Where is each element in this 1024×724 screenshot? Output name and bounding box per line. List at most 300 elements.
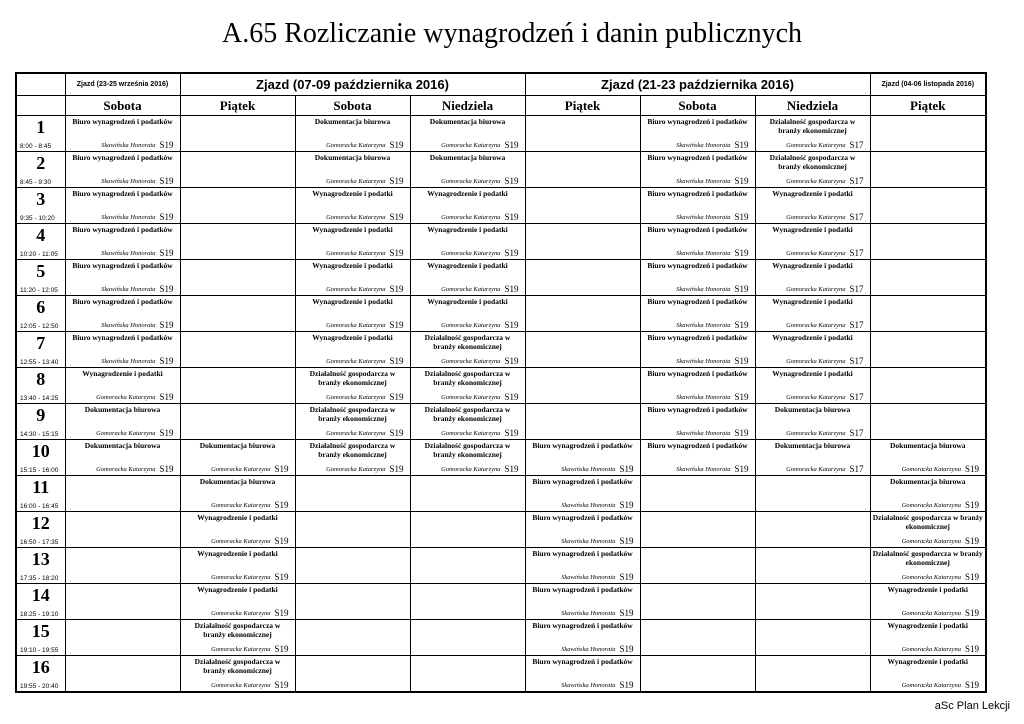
empty-cell	[295, 656, 410, 693]
period-row	[16, 152, 986, 188]
lesson-teacher: Skawińska Honorata	[561, 682, 616, 689]
period-cell	[16, 656, 65, 693]
lesson-room: S19	[389, 212, 404, 222]
period-cell	[16, 260, 65, 296]
lesson-subject: Dokumentacja biurowa	[199, 477, 276, 486]
period-time: 9:35 - 10:20	[20, 215, 55, 222]
lesson-subject: Wynagrodzenie i podatki	[312, 261, 393, 270]
period-row	[16, 512, 986, 548]
lesson-cell	[525, 620, 640, 656]
lesson-teacher: Skawińska Honorata	[676, 250, 731, 257]
lesson-teacher: Skawińska Honorata	[676, 286, 731, 293]
empty-cell	[525, 404, 640, 440]
lesson-subject: Działalność gospodarcza w branży ekonomicznej	[309, 369, 396, 387]
empty-cell	[180, 404, 295, 440]
day-header: Sobota	[640, 96, 755, 116]
lesson-teacher: Gomoracka Katarzyna	[326, 466, 386, 473]
lesson-room: S19	[504, 356, 519, 366]
lesson-teacher: Gomoracka Katarzyna	[786, 214, 846, 221]
lesson-subject: Biuro wynagrodzeń i podatków	[532, 657, 633, 666]
period-cell	[16, 476, 65, 512]
lesson-room: S19	[159, 176, 174, 186]
lesson-subject: Dokumentacja biurowa	[774, 405, 851, 414]
lesson-cell	[640, 404, 755, 440]
period-row	[16, 656, 986, 693]
lesson-subject: Działalność gospodarcza w branży ekonomicznej	[769, 153, 856, 171]
lesson-cell	[65, 404, 180, 440]
lesson-cell	[525, 584, 640, 620]
lesson-room: S17	[849, 248, 864, 258]
lesson-subject: Wynagrodzenie i podatki	[772, 225, 853, 234]
lesson-cell	[295, 332, 410, 368]
lesson-cell	[180, 476, 295, 512]
lesson-cell	[755, 188, 870, 224]
lesson-cell	[525, 656, 640, 693]
lesson-room: S19	[619, 644, 634, 654]
empty-cell	[180, 224, 295, 260]
lesson-subject: Wynagrodzenie i podatki	[427, 189, 508, 198]
lesson-subject: Dokumentacja biurowa	[774, 441, 851, 450]
lesson-subject: Wynagrodzenie i podatki	[772, 333, 853, 342]
lesson-teacher: Gomoracka Katarzyna	[786, 466, 846, 473]
empty-cell	[640, 620, 755, 656]
lesson-subject: Biuro wynagrodzeń i podatków	[647, 153, 748, 162]
lesson-subject: Wynagrodzenie i podatki	[887, 621, 968, 630]
lesson-cell	[65, 440, 180, 476]
lesson-subject: Wynagrodzenie i podatki	[772, 189, 853, 198]
empty-cell	[870, 260, 986, 296]
empty-cell	[525, 332, 640, 368]
lesson-room: S17	[849, 140, 864, 150]
lesson-teacher: Skawińska Honorata	[676, 466, 731, 473]
empty-cell	[640, 476, 755, 512]
lesson-subject: Biuro wynagrodzeń i podatków	[532, 585, 633, 594]
lesson-room: S17	[849, 464, 864, 474]
lesson-cell	[755, 152, 870, 188]
lesson-subject: Wynagrodzenie i podatki	[312, 297, 393, 306]
empty-cell	[180, 368, 295, 404]
lesson-teacher: Skawińska Honorata	[101, 214, 156, 221]
lesson-cell	[755, 296, 870, 332]
lesson-teacher: Gomoracka Katarzyna	[211, 574, 271, 581]
lesson-cell	[525, 548, 640, 584]
lesson-room: S19	[504, 284, 519, 294]
period-row	[16, 368, 986, 404]
empty-cell	[410, 584, 525, 620]
lesson-room: S19	[274, 680, 289, 690]
lesson-subject: Biuro wynagrodzeń i podatków	[647, 297, 748, 306]
lesson-cell	[180, 584, 295, 620]
zjazd-header: Zjazd (04-06 listopada 2016)	[870, 73, 986, 96]
lesson-room: S19	[504, 176, 519, 186]
lesson-teacher: Gomoracka Katarzyna	[901, 502, 961, 509]
zjazd-header: Zjazd (07-09 października 2016)	[180, 73, 525, 96]
period-cell	[16, 440, 65, 476]
empty-cell	[755, 620, 870, 656]
lesson-teacher: Gomoracka Katarzyna	[901, 610, 961, 617]
lesson-room: S19	[619, 500, 634, 510]
lesson-cell	[410, 152, 525, 188]
lesson-subject: Działalność gospodarcza w branży ekonomicznej	[769, 117, 856, 135]
empty-cell	[870, 368, 986, 404]
lesson-subject: Dokumentacja biurowa	[429, 153, 506, 162]
empty-cell	[640, 584, 755, 620]
empty-cell	[870, 188, 986, 224]
lesson-teacher: Skawińska Honorata	[676, 214, 731, 221]
lesson-room: S19	[504, 212, 519, 222]
lesson-teacher: Skawińska Honorata	[101, 250, 156, 257]
lesson-room: S19	[274, 572, 289, 582]
empty-cell	[295, 620, 410, 656]
lesson-room: S19	[389, 248, 404, 258]
lesson-subject: Działalność gospodarcza w branży ekonomicznej	[424, 405, 511, 423]
lesson-room: S19	[964, 644, 979, 654]
empty-cell	[870, 224, 986, 260]
lesson-subject: Biuro wynagrodzeń i podatków	[72, 225, 173, 234]
period-number: 13	[31, 549, 50, 569]
lesson-teacher: Gomoracka Katarzyna	[441, 358, 501, 365]
lesson-subject: Biuro wynagrodzeń i podatków	[647, 261, 748, 270]
lesson-cell	[410, 440, 525, 476]
lesson-teacher: Gomoracka Katarzyna	[211, 538, 271, 545]
lesson-room: S19	[619, 572, 634, 582]
lesson-room: S19	[734, 356, 749, 366]
period-time: 19:55 - 20:40	[20, 683, 59, 690]
lesson-teacher: Gomoracka Katarzyna	[901, 466, 961, 473]
empty-cell	[410, 620, 525, 656]
lesson-cell	[65, 260, 180, 296]
day-header: Sobota	[295, 96, 410, 116]
lesson-room: S19	[504, 320, 519, 330]
empty-cell	[180, 188, 295, 224]
period-cell	[16, 332, 65, 368]
lesson-teacher: Gomoracka Katarzyna	[901, 574, 961, 581]
empty-cell	[410, 656, 525, 693]
period-cell	[16, 368, 65, 404]
empty-cell	[410, 548, 525, 584]
period-time: 18:25 - 19:10	[20, 611, 59, 618]
empty-cell	[410, 476, 525, 512]
period-number: 15	[31, 621, 50, 641]
lesson-cell	[755, 404, 870, 440]
lesson-teacher: Gomoracka Katarzyna	[901, 538, 961, 545]
period-number: 2	[36, 153, 46, 173]
lesson-cell	[65, 224, 180, 260]
lesson-teacher: Gomoracka Katarzyna	[441, 250, 501, 257]
empty-cell	[295, 584, 410, 620]
lesson-cell	[755, 368, 870, 404]
period-time: 8:45 - 9:30	[20, 179, 52, 186]
lesson-teacher: Gomoracka Katarzyna	[441, 394, 501, 401]
lesson-subject: Dokumentacja biurowa	[429, 117, 506, 126]
lesson-cell	[180, 548, 295, 584]
lesson-teacher: Gomoracka Katarzyna	[326, 250, 386, 257]
period-row	[16, 620, 986, 656]
lesson-teacher: Skawińska Honorata	[101, 142, 156, 149]
lesson-room: S19	[734, 176, 749, 186]
lesson-teacher: Skawińska Honorata	[561, 610, 616, 617]
lesson-teacher: Gomoracka Katarzyna	[326, 178, 386, 185]
lesson-teacher: Gomoracka Katarzyna	[211, 466, 271, 473]
lesson-subject: Działalność gospodarcza w branży ekonomicznej	[309, 441, 396, 459]
period-cell	[16, 188, 65, 224]
lesson-teacher: Gomoracka Katarzyna	[326, 394, 386, 401]
period-time: 12:05 - 12:50	[20, 323, 59, 330]
lesson-cell	[640, 296, 755, 332]
lesson-teacher: Gomoracka Katarzyna	[786, 430, 846, 437]
lesson-teacher: Skawińska Honorata	[561, 502, 616, 509]
lesson-cell	[640, 224, 755, 260]
lesson-room: S17	[849, 176, 864, 186]
lesson-teacher: Gomoracka Katarzyna	[326, 322, 386, 329]
period-cell	[16, 584, 65, 620]
lesson-cell	[410, 188, 525, 224]
empty-cell	[755, 584, 870, 620]
lesson-room: S19	[159, 212, 174, 222]
empty-cell	[65, 620, 180, 656]
lesson-room: S19	[734, 428, 749, 438]
lesson-subject: Wynagrodzenie i podatki	[427, 225, 508, 234]
lesson-teacher: Gomoracka Katarzyna	[96, 430, 156, 437]
lesson-cell	[65, 368, 180, 404]
lesson-teacher: Skawińska Honorata	[676, 142, 731, 149]
lesson-room: S19	[159, 248, 174, 258]
empty-cell	[870, 296, 986, 332]
lesson-room: S17	[849, 356, 864, 366]
period-row	[16, 548, 986, 584]
lesson-subject: Wynagrodzenie i podatki	[312, 189, 393, 198]
lesson-teacher: Skawińska Honorata	[676, 322, 731, 329]
period-time: 8:00 - 8:45	[20, 143, 52, 150]
period-cell	[16, 296, 65, 332]
lesson-subject: Biuro wynagrodzeń i podatków	[72, 261, 173, 270]
lesson-subject: Wynagrodzenie i podatki	[772, 369, 853, 378]
lesson-cell	[410, 260, 525, 296]
empty-cell	[870, 404, 986, 440]
lesson-room: S19	[389, 320, 404, 330]
empty-cell	[755, 656, 870, 693]
period-number: 6	[36, 297, 46, 317]
lesson-teacher: Skawińska Honorata	[561, 466, 616, 473]
lesson-cell	[65, 116, 180, 152]
lesson-teacher: Gomoracka Katarzyna	[326, 286, 386, 293]
period-number: 14	[31, 585, 50, 605]
period-row	[16, 332, 986, 368]
period-cell	[16, 404, 65, 440]
lesson-cell	[870, 512, 986, 548]
day-header: Piątek	[180, 96, 295, 116]
lesson-cell	[870, 656, 986, 693]
lesson-cell	[180, 656, 295, 693]
lesson-cell	[640, 152, 755, 188]
lesson-cell	[295, 116, 410, 152]
period-time: 15:15 - 16:00	[20, 467, 59, 474]
lesson-room: S19	[734, 464, 749, 474]
lesson-subject: Działalność gospodarcza w branży ekonomicznej	[424, 369, 511, 387]
empty-cell	[525, 296, 640, 332]
period-row	[16, 440, 986, 476]
lesson-teacher: Gomoracka Katarzyna	[441, 430, 501, 437]
lesson-subject: Działalność gospodarcza w branży ekonomicznej	[194, 621, 281, 639]
period-cell	[16, 620, 65, 656]
empty-cell	[410, 512, 525, 548]
lesson-teacher: Skawińska Honorata	[561, 574, 616, 581]
empty-cell	[295, 548, 410, 584]
lesson-subject: Dokumentacja biurowa	[84, 405, 161, 414]
lesson-subject: Dokumentacja biurowa	[314, 117, 391, 126]
lesson-subject: Wynagrodzenie i podatki	[772, 297, 853, 306]
lesson-room: S19	[619, 680, 634, 690]
lesson-cell	[180, 440, 295, 476]
lesson-room: S19	[274, 500, 289, 510]
lesson-subject: Biuro wynagrodzeń i podatków	[647, 117, 748, 126]
period-number: 9	[36, 405, 46, 425]
lesson-teacher: Gomoracka Katarzyna	[786, 142, 846, 149]
lesson-teacher: Gomoracka Katarzyna	[901, 682, 961, 689]
lesson-room: S19	[389, 356, 404, 366]
lesson-teacher: Gomoracka Katarzyna	[211, 646, 271, 653]
lesson-cell	[870, 440, 986, 476]
lesson-subject: Wynagrodzenie i podatki	[772, 261, 853, 270]
period-row	[16, 584, 986, 620]
lesson-cell	[295, 260, 410, 296]
empty-cell	[755, 476, 870, 512]
lesson-cell	[870, 584, 986, 620]
lesson-room: S19	[159, 284, 174, 294]
lesson-teacher: Gomoracka Katarzyna	[326, 358, 386, 365]
zjazd-header: Zjazd (23-25 września 2016)	[65, 73, 180, 96]
lesson-cell	[65, 332, 180, 368]
day-header: Piątek	[525, 96, 640, 116]
period-time: 10:20 - 11:05	[20, 251, 58, 258]
period-cell	[16, 152, 65, 188]
lesson-teacher: Gomoracka Katarzyna	[786, 178, 846, 185]
period-number: 12	[31, 513, 50, 533]
lesson-subject: Wynagrodzenie i podatki	[427, 297, 508, 306]
lesson-room: S19	[734, 392, 749, 402]
lesson-teacher: Skawińska Honorata	[101, 358, 156, 365]
empty-cell	[870, 116, 986, 152]
lesson-teacher: Gomoracka Katarzyna	[441, 142, 501, 149]
lesson-room: S19	[964, 680, 979, 690]
lesson-room: S19	[159, 464, 174, 474]
lesson-room: S17	[849, 392, 864, 402]
lesson-teacher: Skawińska Honorata	[676, 430, 731, 437]
period-number: 16	[31, 657, 50, 677]
lesson-cell	[65, 296, 180, 332]
lesson-cell	[525, 512, 640, 548]
lesson-subject: Wynagrodzenie i podatki	[427, 261, 508, 270]
corner-cell	[16, 96, 65, 116]
lesson-teacher: Skawińska Honorata	[101, 286, 156, 293]
lesson-subject: Biuro wynagrodzeń i podatków	[532, 621, 633, 630]
lesson-cell	[640, 440, 755, 476]
lesson-teacher: Gomoracka Katarzyna	[326, 430, 386, 437]
empty-cell	[65, 584, 180, 620]
lesson-teacher: Gomoracka Katarzyna	[786, 358, 846, 365]
lesson-cell	[65, 188, 180, 224]
lesson-room: S19	[389, 284, 404, 294]
period-row	[16, 296, 986, 332]
empty-cell	[65, 656, 180, 693]
day-header: Niedziela	[755, 96, 870, 116]
lesson-teacher: Skawińska Honorata	[101, 178, 156, 185]
zjazd-header: Zjazd (21-23 października 2016)	[525, 73, 870, 96]
empty-cell	[180, 260, 295, 296]
lesson-room: S19	[734, 248, 749, 258]
empty-cell	[295, 512, 410, 548]
lesson-cell	[295, 440, 410, 476]
lesson-cell	[755, 224, 870, 260]
period-number: 7	[36, 333, 46, 353]
lesson-room: S19	[504, 248, 519, 258]
empty-cell	[870, 152, 986, 188]
lesson-subject: Biuro wynagrodzeń i podatków	[532, 477, 633, 486]
empty-cell	[525, 260, 640, 296]
period-time: 12:55 - 13:40	[20, 359, 59, 366]
lesson-room: S19	[159, 392, 174, 402]
period-row	[16, 188, 986, 224]
corner-cell	[16, 73, 65, 96]
lesson-subject: Dokumentacja biurowa	[890, 477, 966, 486]
lesson-teacher: Gomoracka Katarzyna	[211, 682, 271, 689]
lesson-room: S19	[964, 536, 979, 546]
lesson-teacher: Skawińska Honorata	[676, 178, 731, 185]
lesson-room: S17	[849, 212, 864, 222]
lesson-cell	[295, 188, 410, 224]
period-time: 17:35 - 18:20	[20, 575, 59, 582]
empty-cell	[65, 548, 180, 584]
lesson-teacher: Gomoracka Katarzyna	[211, 502, 271, 509]
lesson-room: S19	[504, 140, 519, 150]
period-number: 5	[36, 261, 46, 281]
lesson-cell	[640, 260, 755, 296]
lesson-cell	[640, 332, 755, 368]
lesson-room: S19	[274, 608, 289, 618]
lesson-teacher: Gomoracka Katarzyna	[326, 142, 386, 149]
lesson-cell	[755, 116, 870, 152]
lesson-room: S19	[619, 536, 634, 546]
lesson-room: S19	[159, 428, 174, 438]
lesson-cell	[870, 620, 986, 656]
period-row	[16, 404, 986, 440]
period-cell	[16, 116, 65, 152]
lesson-subject: Dokumentacja biurowa	[314, 153, 391, 162]
lesson-cell	[410, 116, 525, 152]
lesson-room: S19	[734, 212, 749, 222]
lesson-teacher: Gomoracka Katarzyna	[786, 322, 846, 329]
lesson-cell	[755, 440, 870, 476]
lesson-cell	[295, 404, 410, 440]
lesson-subject: Biuro wynagrodzeń i podatków	[72, 297, 173, 306]
lesson-subject: Biuro wynagrodzeń i podatków	[72, 189, 173, 198]
period-cell	[16, 512, 65, 548]
page-title: A.65 Rozliczanie wynagrodzeń i danin publicznych	[221, 18, 803, 49]
empty-cell	[525, 224, 640, 260]
lesson-teacher: Gomoracka Katarzyna	[441, 214, 501, 221]
lesson-room: S19	[389, 428, 404, 438]
lesson-cell	[180, 512, 295, 548]
lesson-cell	[525, 476, 640, 512]
timetable	[15, 72, 987, 693]
lesson-teacher: Gomoracka Katarzyna	[786, 250, 846, 257]
empty-cell	[525, 116, 640, 152]
period-number: 11	[32, 477, 50, 497]
day-header: Sobota	[65, 96, 180, 116]
lesson-subject: Biuro wynagrodzeń i podatków	[647, 441, 748, 450]
lesson-subject: Wynagrodzenie i podatki	[887, 585, 968, 594]
period-time: 16:00 - 16:45	[20, 503, 59, 510]
